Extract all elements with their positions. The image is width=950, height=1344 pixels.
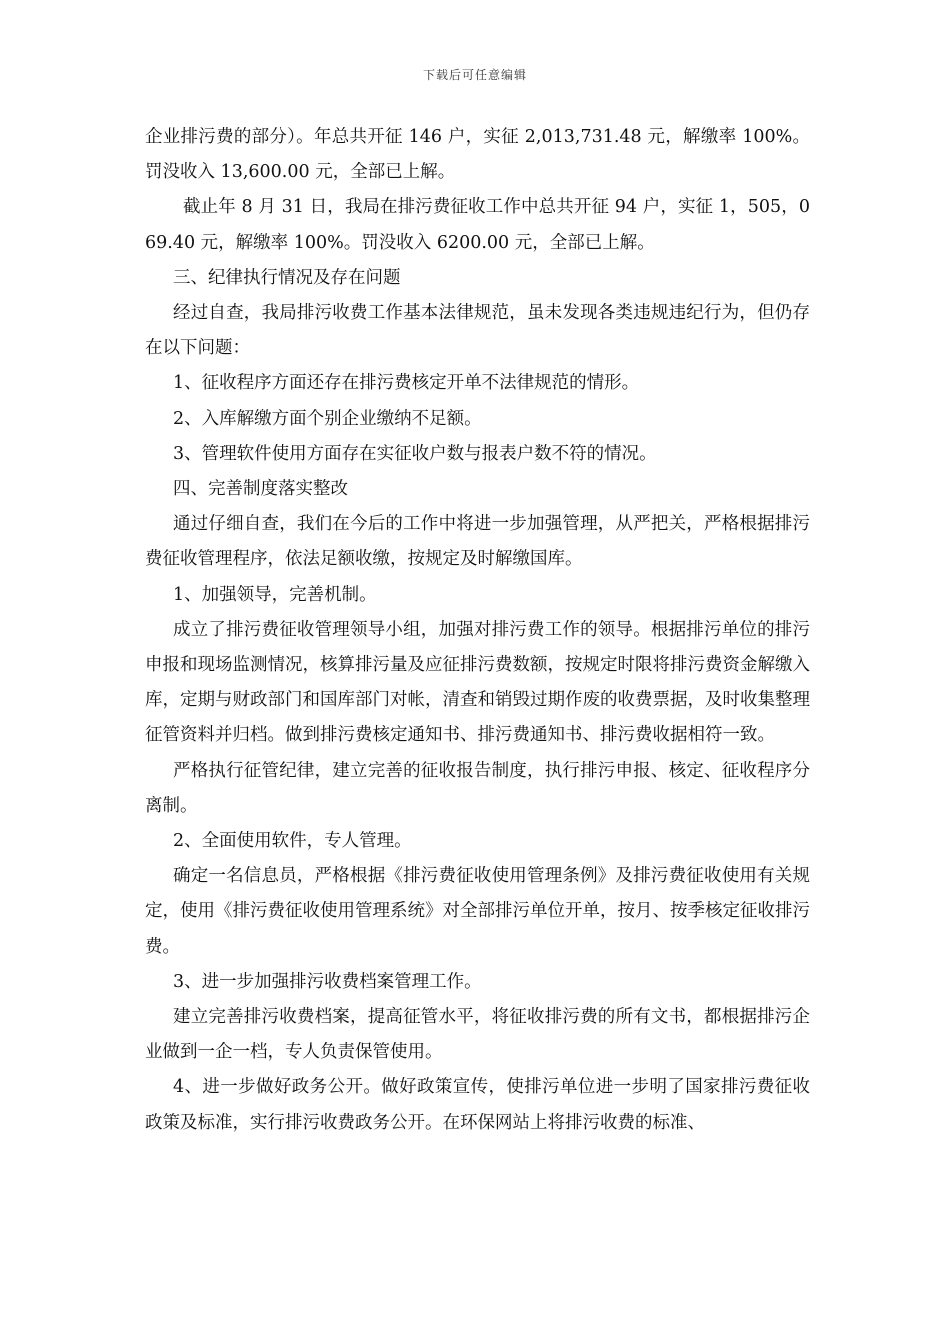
paragraph-transparency: 4、进一步做好政务公开。做好政策宣传，使排污单位进一步明了国家排污费征收政策及标准，实行排污收费政务公开。在环保网站上将排污收费的标准、 (145, 1077, 810, 1133)
subheading-software: 2、全面使用软件，专人管理。 (173, 831, 412, 852)
subheading-leadership: 1、加强领导，完善机制。 (173, 584, 377, 605)
paragraph-discipline: 严格执行征管纪律，建立完善的征收报告制度，执行排污申报、核定、征收程序分离制。 (145, 760, 810, 816)
list-item-problem-1: 1、征收程序方面还存在排污费核定开单不法律规范的情形。 (173, 373, 640, 394)
paragraph-self-check: 经过自查，我局排污收费工作基本法律规范，虽未发现各类违规违纪行为，但仍存在以下问题： (145, 303, 810, 359)
subheading-archives: 3、进一步加强排污收费档案管理工作。 (173, 971, 482, 992)
page-header-note: 下载后可任意编辑 (422, 68, 527, 82)
list-item-problem-3: 3、管理软件使用方面存在实征收户数与报表户数不符的情况。 (173, 443, 657, 464)
list-item-problem-2: 2、入库解缴方面个别企业缴纳不足额。 (173, 408, 482, 429)
section-heading-discipline: 三、纪律执行情况及存在问题 (173, 267, 401, 288)
section-heading-rectification: 四、完善制度落实整改 (173, 479, 348, 500)
paragraph-archives: 建立完善排污收费档案，提高征管水平，将征收排污费的所有文书，都根据排污企业做到一企一档，专人负责保管使用。 (145, 1007, 810, 1063)
paragraph-august-summary: 截止年 8 月 31 日，我局在排污费征收工作中总共开征 94 户，实征 1，505，069.40 元，解缴率 100%。罚没收入 6200.00 元，全部已上解。 (145, 197, 810, 253)
paragraph-software: 确定一名信息员，严格根据《排污费征收使用管理条例》及排污费征收使用有关规定，使用《排污费征收使用管理系统》对全部排污单位开单，按月、按季核定征收排污费。 (145, 866, 810, 957)
paragraph-leadership: 成立了排污费征收管理领导小组，加强对排污费工作的领导。根据排污单位的排污申报和现场监测情况，核算排污量及应征排污费数额，按规定时限将排污费资金解缴入库，定期与财政部门和国库部门对帐，清查和销毁过期作废的收费票据，及时收集整理征管资料并归档。做到排污费核定通知书、排污费通知书、排污费收据相符一致。 (145, 619, 810, 746)
paragraph-rectification-intro: 通过仔细自查，我们在今后的工作中将进一步加强管理，从严把关，严格根据排污费征收管理程序，依法足额收缴，按规定及时解缴国库。 (145, 514, 810, 570)
document-body (145, 120, 810, 1141)
paragraph-collection-summary: 企业排污费的部分）。年总共开征 146 户，实征 2,013,731.48 元，解缴率 100%。罚没收入 13,600.00 元，全部已上解。 (145, 127, 810, 183)
